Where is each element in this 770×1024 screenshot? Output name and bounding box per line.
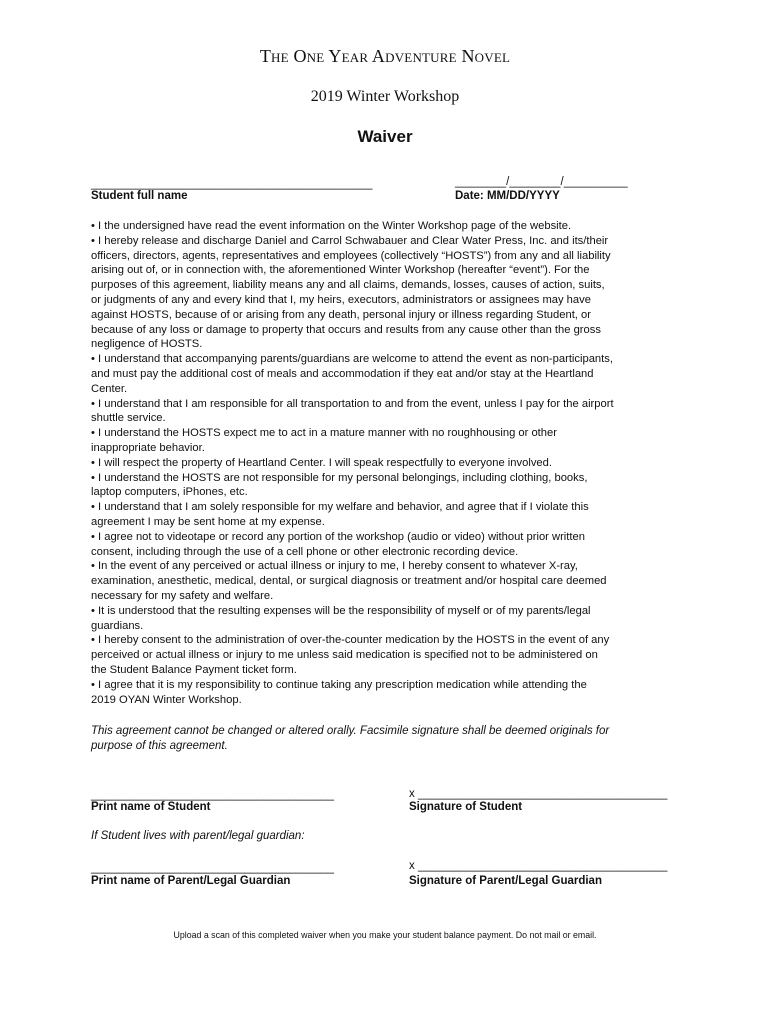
terms-line: examination, anesthetic, medical, dental, or surgical diagnosis or treatment and/or hospital care deemed bbox=[91, 575, 607, 588]
terms-line: • It is understood that the resulting expenses will be the responsibility of myself or of my parents/legal bbox=[91, 604, 591, 617]
terms-line: because of any loss or damage to property that occurs and results from any cause other than the gross bbox=[91, 323, 601, 336]
terms-line: against HOSTS, because of or arising from any death, personal injury or illness regarding Student, or bbox=[91, 308, 591, 321]
terms-line: officers, directors, agents, representatives and employees (collectively “HOSTS”) from any and all liability bbox=[91, 249, 611, 262]
terms-line: • I the undersigned have read the event information on the Winter Workshop page of the website. bbox=[91, 220, 572, 232]
terms-line: guardians. bbox=[91, 619, 144, 632]
terms-list bbox=[91, 219, 691, 707]
document-title: Waiver bbox=[357, 127, 413, 146]
date-field[interactable]: ________/________/__________ bbox=[455, 176, 628, 188]
terms-line: shuttle service. bbox=[91, 412, 166, 425]
terms-line: negligence of HOSTS. bbox=[91, 338, 203, 351]
agreement-note bbox=[91, 724, 691, 754]
terms-line: • I understand the HOSTS expect me to act in a mature manner with no roughhousing or other bbox=[91, 427, 557, 440]
print-guardian-name-label: Print name of Parent/Legal Guardian bbox=[91, 875, 291, 887]
terms-line: • I understand that accompanying parents/guardians are welcome to attend the event as non-participants, bbox=[91, 353, 613, 366]
terms-line: inappropriate behavior. bbox=[91, 441, 205, 454]
student-signature-label: Signature of Student bbox=[409, 801, 523, 813]
footer-note: Upload a scan of this completed waiver when you make your student balance payment. Do not mail or email. bbox=[173, 930, 597, 940]
workshop-title: 2019 Winter Workshop bbox=[310, 88, 460, 105]
agreement-note-line: This agreement cannot be changed or altered orally. Facsimile signature shall be deemed originals for bbox=[91, 725, 610, 737]
terms-line: consent, including through the use of a cell phone or other electronic recording device. bbox=[91, 545, 519, 558]
student-signature-field[interactable]: x _______________________________________ bbox=[409, 788, 668, 800]
terms-line: the Student Balance Payment ticket form. bbox=[91, 663, 297, 676]
terms-line: • I will respect the property of Heartland Center. I will speak respectfully to everyone involved. bbox=[91, 456, 552, 469]
terms-line: arising out of, or in connection with, the aforementioned Winter Workshop (hereafter “event”). For the bbox=[91, 264, 590, 277]
terms-line: • I hereby release and discharge Daniel and Carrol Schwabauer and Clear Water Press, Inc. and its/their bbox=[91, 234, 609, 247]
print-guardian-name-field[interactable]: ______________________________________ bbox=[91, 862, 335, 874]
terms-line: • I agree that it is my responsibility to continue taking any prescription medication while attending the bbox=[91, 678, 587, 691]
date-label: Date: MM/DD/YYYY bbox=[455, 190, 560, 202]
terms-line: agreement I may be sent home at my expense. bbox=[91, 515, 325, 528]
guardian-signature-label: Signature of Parent/Legal Guardian bbox=[409, 875, 602, 887]
terms-line: • In the event of any perceived or actual illness or injury to me, I hereby consent to whatever X-ray, bbox=[91, 560, 578, 573]
terms-line: and must pay the additional cost of meals and accommodation if they eat and/or stay at the Heartland bbox=[91, 367, 594, 380]
terms-line: 2019 OYAN Winter Workshop. bbox=[91, 693, 242, 706]
print-student-name-field[interactable]: ______________________________________ bbox=[91, 789, 335, 801]
series-title: The One Year Adventure Novel bbox=[259, 46, 511, 66]
print-student-name-label: Print name of Student bbox=[91, 801, 211, 813]
guardian-signature-field[interactable]: x _______________________________________ bbox=[409, 860, 668, 872]
student-name-label: Student full name bbox=[91, 190, 188, 202]
terms-line: necessary for my safety and welfare. bbox=[91, 589, 274, 602]
guardian-note: If Student lives with parent/legal guardian: bbox=[91, 830, 305, 842]
terms-line: • I understand the HOSTS are not responsible for my personal belongings, including clothing, books, bbox=[91, 471, 588, 484]
terms-line: • I agree not to videotape or record any portion of the workshop (audio or video) without prior written bbox=[91, 530, 585, 543]
terms-line: or judgments of any and every kind that I, my heirs, executors, administrators or assignees may have bbox=[91, 293, 591, 306]
terms-line: Center. bbox=[91, 382, 128, 395]
terms-line: laptop computers, iPhones, etc. bbox=[91, 486, 248, 499]
terms-line: purposes of this agreement, liability means any and all claims, demands, losses, causes of action, suits, bbox=[91, 279, 605, 292]
terms-line: • I understand that I am responsible for all transportation to and from the event, unless I pay for the airport bbox=[91, 397, 614, 410]
agreement-note-line: purpose of this agreement. bbox=[91, 740, 228, 752]
terms-line: • I understand that I am solely responsible for my welfare and behavior, and agree that if I violate this bbox=[91, 501, 589, 514]
terms-line: perceived or actual illness or injury to me unless said medication is specified not to be administered on bbox=[91, 649, 598, 662]
terms-line: • I hereby consent to the administration of over-the-counter medication by the HOSTS in the event of any bbox=[91, 634, 610, 647]
student-name-field[interactable]: ____________________________________________ bbox=[91, 178, 373, 190]
